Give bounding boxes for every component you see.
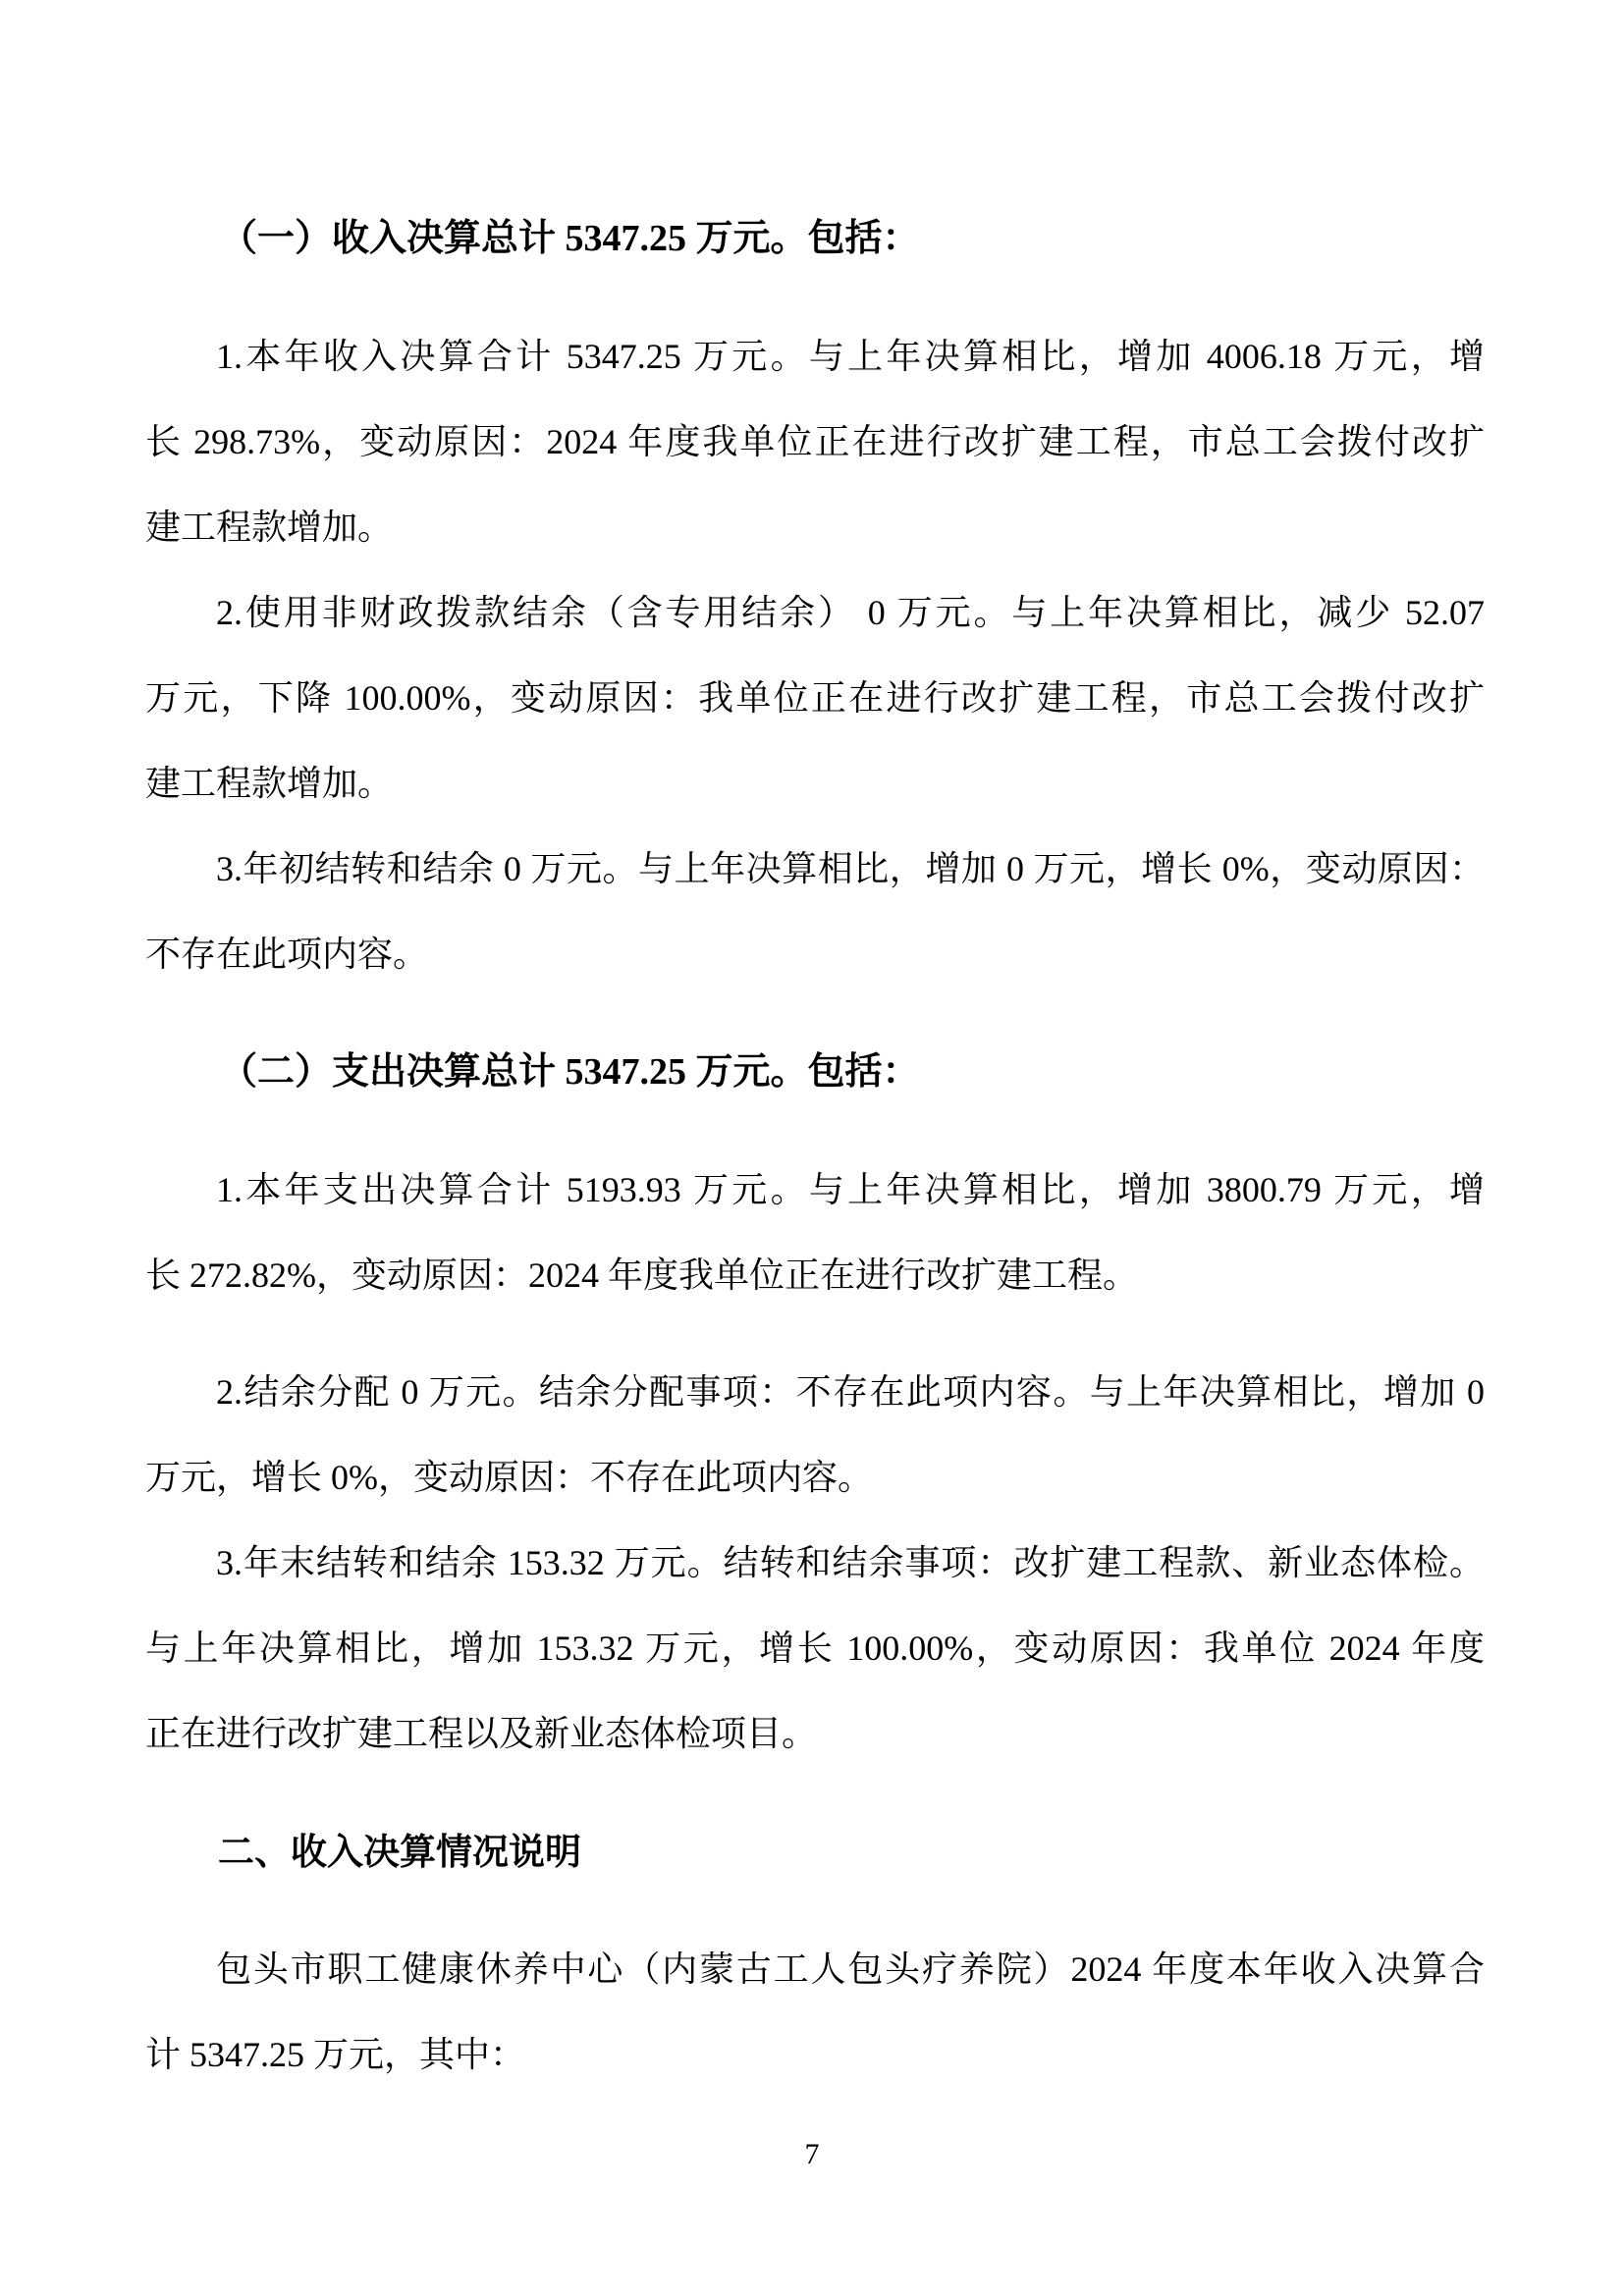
para-line: 长 272.82%，变动原因：2024 年度我单位正在进行改扩建工程。 [145, 1255, 1138, 1295]
para-expenditure-total [145, 1148, 1485, 1318]
para-line: 3.年末结转和结余 153.32 万元。结转和结余事项：改扩建工程款、新业态体检。 [216, 1543, 1485, 1582]
para-line: 包头市职工健康休养中心（内蒙古工人包头疗养院）2024 年度本年收入决算合 [216, 1949, 1485, 1989]
para-income-explanation [145, 1927, 1485, 2098]
para-line: 万元，下降 100.00%，变动原因：我单位正在进行改扩建工程，市总工会拨付改扩 [145, 678, 1485, 718]
page-number: 7 [804, 2138, 820, 2170]
heading-income-total: （一）收入决算总计 5347.25 万元。包括： [220, 218, 920, 259]
para-line: 2.使用非财政拨款结余（含专用结余） 0 万元。与上年决算相比，减少 52.07 [216, 593, 1485, 632]
para-line: 1.本年收入决算合计 5347.25 万元。与上年决算相比，增加 4006.18 万元，增 [216, 337, 1485, 376]
heading-income-explanation: 二、收入决算情况说明 [218, 1832, 581, 1872]
para-line: 不存在此项内容。 [145, 934, 429, 974]
para-nonfiscal-balance [145, 570, 1485, 827]
para-begin-carryover [145, 827, 1485, 997]
para-line: 建工程款增加。 [145, 764, 394, 803]
para-balance-distribution [145, 1350, 1485, 1521]
para-line: 长 298.73%，变动原因：2024 年度我单位正在进行改扩建工程，市总工会拨付改扩 [145, 422, 1485, 461]
para-line: 3.年初结转和结余 0 万元。与上年决算相比，增加 0 万元，增长 0%，变动原因： [216, 849, 1485, 888]
para-line: 与上年决算相比，增加 153.32 万元，增长 100.00%，变动原因：我单位 2024 年度 [145, 1629, 1485, 1668]
para-line: 2.结余分配 0 万元。结余分配事项：不存在此项内容。与上年决算相比，增加 0 [216, 1372, 1485, 1412]
heading-expenditure-total: （二）支出决算总计 5347.25 万元。包括： [220, 1051, 920, 1093]
para-line: 计 5347.25 万元，其中： [145, 2035, 526, 2074]
para-line: 万元，增长 0%，变动原因：不存在此项内容。 [145, 1458, 873, 1497]
para-income-total [145, 314, 1485, 570]
para-yearend-carryover [145, 1521, 1485, 1777]
para-line: 建工程款增加。 [145, 507, 394, 547]
para-line: 正在进行改扩建工程以及新业态体检项目。 [145, 1714, 818, 1753]
document-content [145, 196, 1485, 2098]
para-line: 1.本年支出决算合计 5193.93 万元。与上年决算相比，增加 3800.79 万元，增 [216, 1170, 1485, 1209]
